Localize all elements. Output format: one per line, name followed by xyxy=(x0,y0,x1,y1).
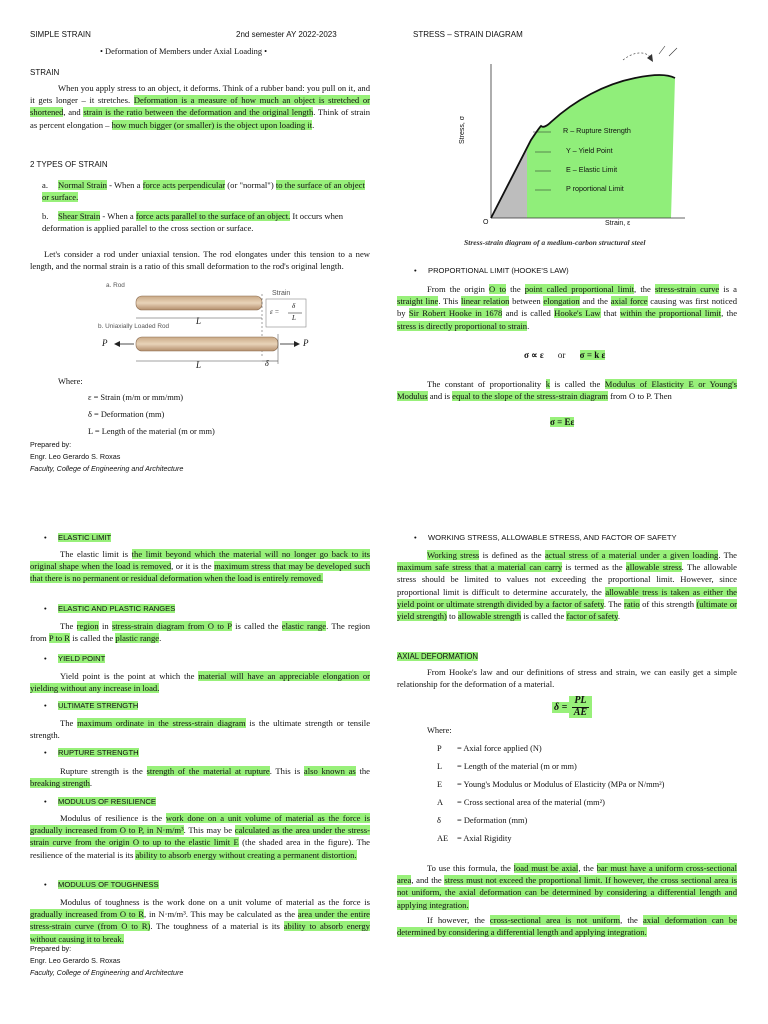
heading-text: YIELD POINT xyxy=(58,654,106,663)
pointer-arrow-icon xyxy=(647,54,653,62)
rod-diagram xyxy=(98,282,318,376)
text-span: , the xyxy=(721,308,738,319)
type-a-item xyxy=(42,179,370,203)
highlight-span: calculated as the area under the stress-strain curve from the origin O to up to the elastic limit E xyxy=(30,825,370,848)
highlight-span: cross-sectional area is not uniform xyxy=(489,915,621,925)
highlight-span: allowable stress xyxy=(625,562,682,573)
variable-description: = Length of the material (m or mm) xyxy=(457,762,577,771)
text-span: . xyxy=(312,119,315,130)
length-label-top: L xyxy=(196,316,202,326)
rupture-heading: • RUPTURE STRENGTH xyxy=(44,748,139,757)
working-stress-paragraph xyxy=(397,549,737,622)
text-span: and the xyxy=(579,296,611,307)
text-span: , the xyxy=(578,863,597,873)
use-formula-paragraph xyxy=(397,862,737,911)
text-span: is called the xyxy=(231,621,282,631)
origin-label: O xyxy=(483,219,489,226)
highlight-span: linear relation xyxy=(460,296,510,307)
prepared-name-2: Engr. Leo Gerardo S. Roxas xyxy=(30,956,121,965)
variable-symbol: L xyxy=(437,762,443,771)
highlight-span: bar must have a uniform cross-sectional area xyxy=(397,863,737,886)
hooke-formula-E: σ = Eε xyxy=(550,417,575,427)
variable-description: = Axial force applied (N) xyxy=(457,744,542,753)
highlight-span: straight line xyxy=(397,296,439,307)
rod-original xyxy=(136,296,262,310)
highlight-span: (ultimate or yield strength) xyxy=(397,598,737,622)
variable-description: = Young's Modulus or Modulus of Elasticity (MPa or N/mm²) xyxy=(457,780,665,789)
variable-row xyxy=(437,762,577,771)
text-span: The xyxy=(60,621,77,631)
page-subtitle: • Deformation of Members under Axial Loading • xyxy=(100,47,268,56)
prepared-by-label-2: Prepared by: xyxy=(30,944,72,953)
list-letter: a. xyxy=(42,180,48,190)
highlight-span: force acts parallel to the surface of an object. xyxy=(135,211,291,221)
heading-text: ELASTIC LIMIT xyxy=(58,533,112,542)
formula-or: or xyxy=(557,350,566,360)
stress-strain-svg xyxy=(455,44,705,234)
ultimate-paragraph xyxy=(30,717,370,741)
formula-numerator: PL xyxy=(574,695,587,706)
highlight-span: Working stress xyxy=(427,550,480,560)
working-stress-heading: • WORKING STRESS, ALLOWABLE STRESS, AND FACTOR OF SAFETY xyxy=(414,533,677,542)
highlight-span: axial force xyxy=(610,296,648,307)
prepared-name: Engr. Leo Gerardo S. Roxas xyxy=(30,452,121,461)
rod-diagram-svg xyxy=(98,286,318,376)
heading-text: MODULUS OF TOUGHNESS xyxy=(58,880,159,889)
highlight-span: stress-strain curve xyxy=(654,284,720,294)
variable-description: = Axial Rigidity xyxy=(457,834,512,843)
where-delta: δ = Deformation (mm) xyxy=(88,410,165,419)
text-span: The elastic limit is xyxy=(60,549,132,559)
strain-L: L xyxy=(292,314,296,322)
header-semester: 2nd semester AY 2022-2023 xyxy=(236,30,337,39)
variable-symbol: A xyxy=(437,798,444,807)
highlight-span: to the surface of an object or surface. xyxy=(42,180,365,203)
heading-text: PROPORTIONAL LIMIT (HOOKE'S LAW) xyxy=(428,266,569,275)
highlight-span: area under the entire stress-strain curve (from O to R) xyxy=(30,909,370,932)
ranges-paragraph xyxy=(30,620,370,644)
force-right-arrow-icon xyxy=(294,341,300,347)
formula-fraction xyxy=(569,696,591,718)
highlight-span: within the proportional limit xyxy=(619,308,722,319)
rod-loaded xyxy=(136,337,278,351)
rod-label-b: b. Uniaxially Loaded Rod xyxy=(98,323,170,330)
prepared-faculty-2: Faculty, College of Engineering and Architecture xyxy=(30,968,184,977)
highlight-span: Deformation is a measure of how much an object is stretched or shortened xyxy=(30,95,370,118)
highlight-span: Sir Robert Hooke in 1678 xyxy=(408,308,503,319)
text-span: , in N·m/m³. This may be calculated as the xyxy=(144,909,298,920)
rod-paragraph: Let's consider a rod under uniaxial tension. The rod elongates under this tension to a new length, and the normal strain is a ratio of this small deformation to the rod's original length. xyxy=(30,249,370,272)
ranges-heading: • ELASTIC AND PLASTIC RANGES xyxy=(44,604,176,613)
highlight-span: elastic range xyxy=(281,621,327,631)
highlight-span: breaking strength xyxy=(30,778,90,789)
text-span: It occurs when deformation is applied parallel to the cross section or surface. xyxy=(42,211,344,234)
strain-eps: ε = xyxy=(270,308,280,316)
where-L: L = Length of the material (m or mm) xyxy=(88,427,215,436)
rod-label-a: a. Rod xyxy=(106,282,125,289)
text-span: . This xyxy=(438,296,461,307)
constant-paragraph xyxy=(397,378,737,402)
highlight-span: allowable strength xyxy=(457,611,522,622)
highlight-span: O to xyxy=(489,284,507,294)
heading-text: WORKING STRESS, ALLOWABLE STRESS, AND FACTOR OF SAFETY xyxy=(428,533,677,542)
text-span: . xyxy=(617,611,621,622)
text-span: . The region from xyxy=(30,621,371,644)
highlight-span: gradually increased from O to R xyxy=(30,909,145,920)
highlight-span: load must be axial xyxy=(513,863,579,873)
label-proportional-limit: P roportional Limit xyxy=(566,184,624,193)
text-span: , or it is the xyxy=(171,561,215,572)
highlight-span: region xyxy=(76,621,99,631)
if-however-paragraph xyxy=(397,914,737,938)
text-span: If however, the xyxy=(427,915,490,925)
text-span: is a xyxy=(719,284,737,294)
ultimate-pointer xyxy=(623,53,651,60)
text-span: that xyxy=(600,308,620,319)
text-span: When you apply stress to an object, it deforms. Think of a rubber band: you pull on it, and it gets longer – it stretches. xyxy=(30,83,370,106)
variable-row xyxy=(437,798,605,807)
highlight-span: strength of the material at rupture xyxy=(146,766,270,776)
text-span: in xyxy=(98,621,112,631)
text-span: is called the xyxy=(70,633,116,644)
text-span: and is xyxy=(427,391,453,402)
where-eps: ε = Strain (m/m or mm/mm) xyxy=(88,393,184,402)
label-yield-point: Y – Yield Point xyxy=(566,146,613,155)
variable-row xyxy=(437,834,512,843)
text-span: between xyxy=(509,296,544,307)
highlight-span: P to R xyxy=(48,633,71,644)
formula-k: σ = k ε xyxy=(579,350,606,360)
highlight-span: maximum safe stress that a material can carry xyxy=(397,562,563,573)
text-span: . The toughness of a material is its xyxy=(150,921,284,932)
text-span: . The xyxy=(603,598,624,609)
text-span: , the xyxy=(634,284,655,294)
type-b-item xyxy=(42,210,370,234)
text-span: - When a xyxy=(106,180,143,190)
axial-deformation-heading: AXIAL DEFORMATION xyxy=(397,652,479,661)
text-span: - When a xyxy=(100,211,136,221)
text-span: Yield point is the point at which the xyxy=(60,671,199,681)
text-span: . This is xyxy=(269,766,304,776)
section-heading-strain: STRAIN xyxy=(30,68,60,77)
label-rupture-strength: R – Rupture Strength xyxy=(563,126,631,135)
text-span: . Think of strain as percent elongation – xyxy=(30,107,371,130)
text-span: causing was first noticed by xyxy=(397,296,737,319)
variable-symbol: P xyxy=(437,744,442,753)
prop-paragraph xyxy=(397,283,737,332)
text-span: , and the xyxy=(411,875,445,886)
strain-label: Strain xyxy=(272,290,291,297)
strain-axis-label: Strain, ε xyxy=(605,220,631,227)
elastic-limit-heading: • ELASTIC LIMIT xyxy=(44,533,112,542)
text-span: , and xyxy=(63,107,84,118)
highlight-span: maximum stress that may be developed such that there is no permanent or residual deformation when the load is entirely removed. xyxy=(30,561,370,584)
heading-text: ULTIMATE STRENGTH xyxy=(58,701,139,710)
resilience-heading: • MODULUS OF RESILIENCE xyxy=(44,797,156,806)
variable-description: = Deformation (mm) xyxy=(457,816,528,825)
section-heading-types: 2 TYPES OF STRAIN xyxy=(30,160,108,169)
highlight-span: Hooke's Law xyxy=(554,308,601,319)
heading-text: RUPTURE STRENGTH xyxy=(58,748,139,757)
text-span: (or "normal") xyxy=(225,180,276,190)
resilience-paragraph xyxy=(30,812,370,861)
text-span: . This may be xyxy=(183,825,235,836)
highlight-span: Normal Strain xyxy=(58,180,107,190)
prepared-faculty: Faculty, College of Engineering and Architecture xyxy=(30,464,184,473)
toughness-heading: • MODULUS OF TOUGHNESS xyxy=(44,880,159,889)
highlight-span: force acts perpendicular xyxy=(142,180,226,190)
highlight-span: elongation xyxy=(543,296,580,307)
text-span: Modulus of toughness is the work done on a unit volume of material as the force is xyxy=(60,897,370,907)
hooke-formula-row xyxy=(524,350,605,361)
highlight-span: ratio xyxy=(623,598,640,609)
axial-formula xyxy=(552,696,592,718)
highlight-span: Shear Strain xyxy=(58,211,101,221)
highlight-span: maximum ordinate in the stress-strain diagram xyxy=(77,718,246,728)
highlight-span: ability to absorb energy without causing it to break. xyxy=(30,921,370,944)
highlight-span: strain is the ratio between the deformation and the original length xyxy=(83,107,314,118)
text-span: is called the xyxy=(521,611,567,622)
elastic-limit-paragraph xyxy=(30,548,370,585)
label-elastic-limit: E – Elastic Limit xyxy=(566,165,618,174)
highlight-span: plastic range xyxy=(115,633,160,644)
highlight-span: ability to absorb energy without creating a permanent distortion. xyxy=(135,849,357,860)
text-span: , the xyxy=(620,915,643,925)
yield-heading: • YIELD POINT xyxy=(44,654,106,663)
highlight-span: stress must not exceed the proportional limit. If however, the cross sectional area is not uniform, the axial deformation can be determined by considering a differential length and applying integration. xyxy=(397,875,737,910)
text-span: is termed as the xyxy=(562,562,626,573)
stress-strain-diagram xyxy=(455,44,705,234)
force-left-arrow-icon xyxy=(114,341,120,347)
text-span: to xyxy=(446,611,458,622)
diagram-page-title: STRESS – STRAIN DIAGRAM xyxy=(413,30,523,39)
strain-delta: δ xyxy=(292,302,296,310)
prop-limit-heading: • PROPORTIONAL LIMIT (HOOKE'S LAW) xyxy=(414,266,569,275)
heading-text: ELASTIC AND PLASTIC RANGES xyxy=(58,604,176,613)
list-letter: b. xyxy=(42,211,49,221)
text-span: the xyxy=(506,284,525,294)
diagram-caption: Stress-strain diagram of a medium-carbon structural steel xyxy=(464,238,646,247)
highlight-span: stress-strain diagram from O to P xyxy=(111,621,232,631)
text-span: The xyxy=(60,718,78,728)
variable-row xyxy=(437,816,527,825)
heading-text: MODULUS OF RESILIENCE xyxy=(58,797,156,806)
text-span: . The allowable stress should be limited to values not exceeding the proportional limit. However, since proportional limit is difficult to determine accurately, the xyxy=(397,562,737,597)
variable-symbol: E xyxy=(437,780,443,789)
text-span: (the shaded area in the figure). The resilience of the material is its xyxy=(30,837,370,860)
prepared-by-label: Prepared by: xyxy=(30,440,72,449)
highlight-span: how much bigger (or smaller) is the object upon loading it xyxy=(111,119,313,130)
highlight-span: stress is directly proportional to strain xyxy=(397,320,528,331)
length-label-bottom: L xyxy=(196,360,202,370)
highlight-span: also known as xyxy=(303,766,356,776)
highlight-span: the limit beyond which the material will no longer go back to its original shape when the load is removed xyxy=(30,549,370,572)
highlight-span: work done on a unit volume of material as the force is gradually increased from O to P, in N·m/m³ xyxy=(30,813,370,836)
text-span: from O to P. Then xyxy=(608,391,672,402)
highlight-span: material will have an appreciable elongation or yielding without any increase in load. xyxy=(30,671,370,694)
text-span: . xyxy=(89,778,93,789)
text-span: is defined as the xyxy=(479,550,545,560)
variable-description: = Cross sectional area of the material (mm²) xyxy=(457,798,605,807)
axial-where-label: Where: xyxy=(427,726,452,735)
delta-label: δ xyxy=(265,359,269,368)
text-span: . xyxy=(159,633,162,644)
text-span: of this strength xyxy=(639,598,697,609)
text-span: and is called xyxy=(502,308,555,319)
text-span: To use this formula, the xyxy=(427,863,514,873)
ultimate-heading: • ULTIMATE STRENGTH xyxy=(44,701,139,710)
force-label-right: P xyxy=(303,338,309,348)
variable-row xyxy=(437,780,664,789)
where-label: Where: xyxy=(58,377,83,386)
formula-lhs: δ = xyxy=(554,701,568,713)
highlight-span: factor of safety xyxy=(566,611,618,622)
axial-paragraph: From Hooke's law and our definitions of stress and strain, we can easily get a simple relationship for the deformation of a material. xyxy=(397,667,737,690)
text-span: is the ultimate strength or tensile strength. xyxy=(30,718,371,741)
curve-notes xyxy=(659,46,677,56)
variable-symbol: AE xyxy=(437,834,449,843)
highlight-span: Modulus of Elasticity E or Young's Modulus xyxy=(397,379,738,402)
force-label-left: P xyxy=(102,338,108,348)
highlight-span: k xyxy=(545,379,551,389)
rupture-paragraph xyxy=(30,765,370,789)
variable-symbol: δ xyxy=(437,816,441,825)
text-span: the xyxy=(355,766,370,776)
highlight-span: actual stress of a material under a given loading xyxy=(544,550,719,560)
highlight-span: equal to the slope of the stress-strain diagram xyxy=(452,391,608,402)
highlight-span: axial deformation can be determined by considering a differential length and applying integration. xyxy=(397,915,738,938)
text-span: is called the xyxy=(550,379,605,389)
variable-row xyxy=(437,744,542,753)
stress-axis-label: Stress, σ xyxy=(459,115,466,144)
formula-denominator: AE xyxy=(573,706,588,718)
strain-paragraph xyxy=(30,82,370,131)
toughness-paragraph xyxy=(30,896,370,945)
formula-proportional: σ ∝ ε xyxy=(524,350,544,360)
text-span: Rupture strength is the xyxy=(60,766,147,776)
yield-paragraph xyxy=(30,670,370,694)
text-span: . xyxy=(527,320,530,331)
highlight-span: point called proportional limit xyxy=(524,284,635,294)
text-span: From the origin xyxy=(427,284,490,294)
header-title: SIMPLE STRAIN xyxy=(30,30,91,39)
text-span: Modulus of resilience is the xyxy=(60,813,166,823)
highlight-span: allowable tress is taken as either the yield point or ultimate strength divided by a factor of safety xyxy=(397,586,737,609)
text-span: . The xyxy=(718,550,737,560)
text-span: The constant of proportionality xyxy=(427,379,546,389)
